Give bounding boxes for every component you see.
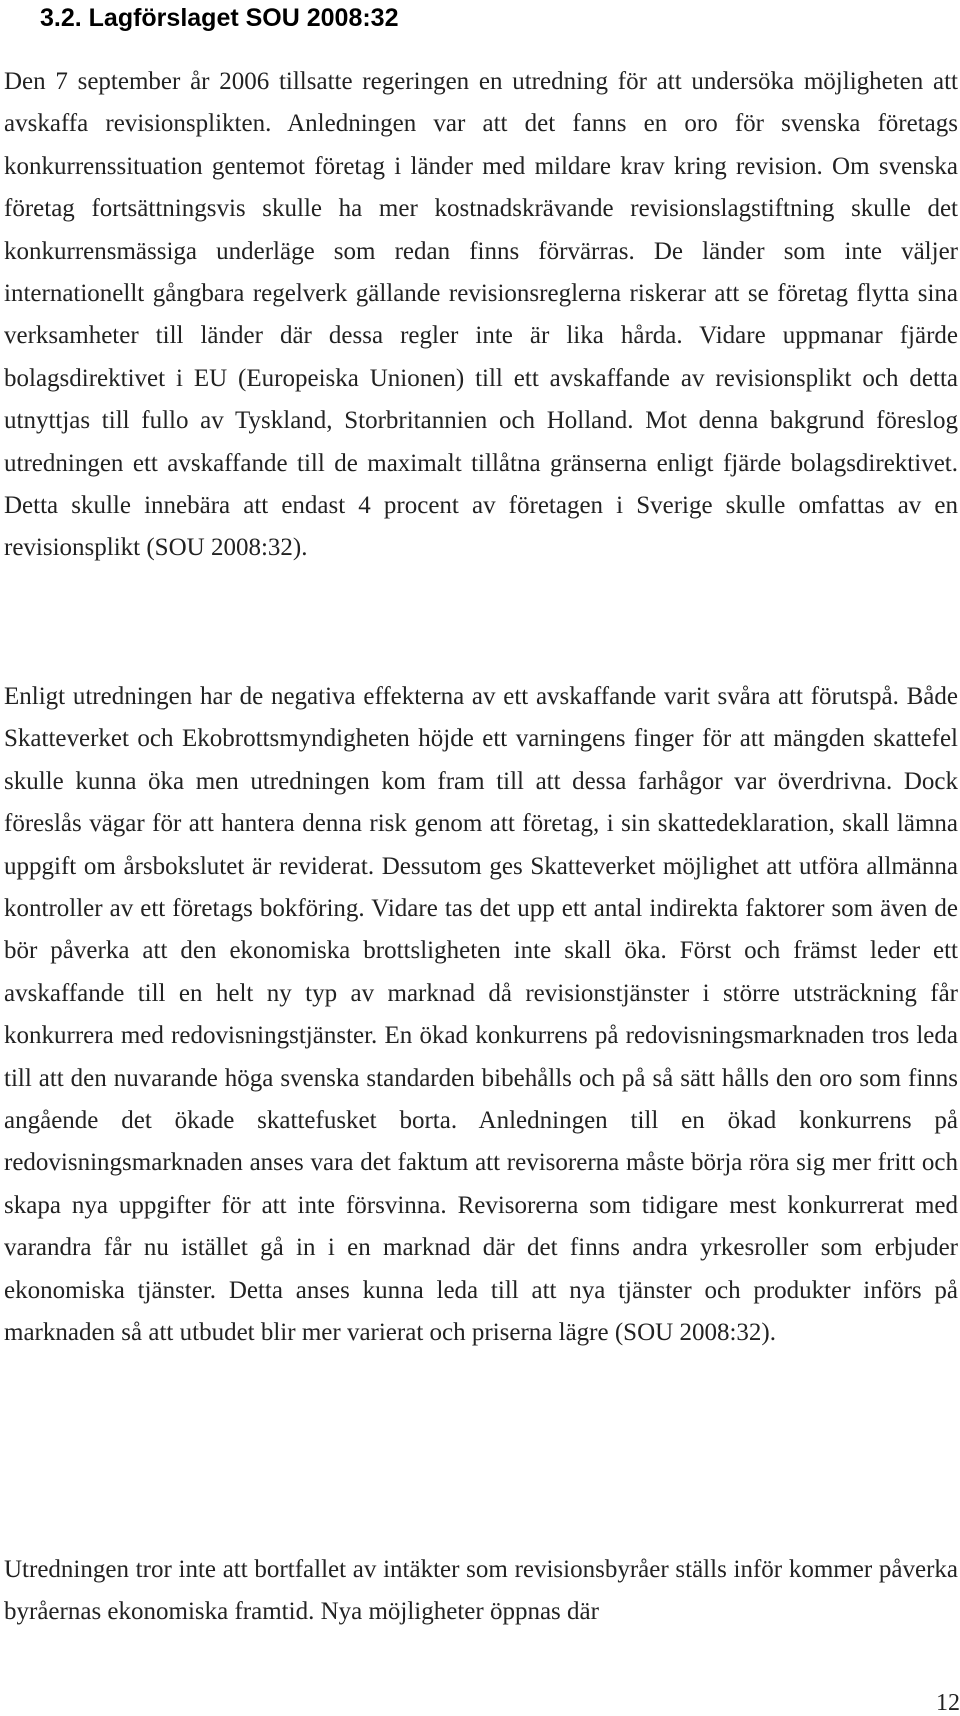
section-heading: 3.2. Lagförslaget SOU 2008:32 [40,4,399,32]
paragraph: Den 7 september år 2006 tillsatte regeringen en utredning för att undersöka möjligheten att avskaffa revisionsplikten. Anledningen var att det fanns en oro för svenska företags konkurrenssituation gentemot företag i länder med mildare krav kring revision. Om svenska företag fortsättningsvis skulle ha mer kostnadskrävande revisionslagstiftning skulle det konkurrensmässiga underläge som redan finns förvärras. De länder som inte väljer internationellt gångbara regelverk gällande revisionsreglerna riskerar att se företag flytta sina verksamheter till länder där dessa regler inte är lika hårda. Vidare uppmanar fjärde bolagsdirektivet i EU (Europeiska Unionen) till ett avskaffande av revisionsplikt och detta utnyttjas till fullo av Tyskland, Storbritannien och Holland. Mot denna bakgrund föreslog utredningen ett avskaffande till de maximalt tillåtna gränserna enligt fjärde bolagsdirektivet. Detta skulle innebära att endast 4 procent av företagen i Sverige skulle omfattas av en revisionsplikt (SOU 2008:32). [4,68,958,562]
paragraph: Enligt utredningen har de negativa effekterna av ett avskaffande varit svåra att förutspå. Både Skatteverket och Ekobrottsmyndigheten höjde ett varningens finger för att mängden skattefel skulle kunna öka men utredningen kom fram till att dessa farhågor var överdrivna. Dock föreslås vägar för att hantera denna risk genom att företag, i sin skattedeklaration, skall lämna uppgift om årsbokslutet är reviderat. Dessutom ges Skatteverket möjlighet att utföra allmänna kontroller av ett företags bokföring. Vidare tas det upp ett antal indirekta faktorer som även de bör påverka att den ekonomiska brottsligheten inte skall öka. Först och främst leder ett avskaffande till en helt ny typ av marknad då revisionstjänster i större utsträckning får konkurrera med redovisningstjänster. En ökad konkurrens på redovisningsmarknaden tros leda till att den nuvarande höga svenska standarden bibehålls och på så sätt hålls den oro som finns angående det ökade skattefusket borta. Anledningen till en ökad konkurrens på redovisningsmarknaden anses vara det faktum att revisorerna måste börja röra sig mer fritt och skapa nya uppgifter för att inte försvinna. Revisorerna som tidigare mest konkurrerat med varandra får nu istället gå in i en marknad där det finns andra yrkesroller som erbjuder ekonomiska tjänster. Detta anses kunna leda till att nya tjänster och produkter införs på marknaden så att utbudet blir mer varierat och priserna lägre (SOU 2008:32). [4,683,958,1347]
page-number: 12 [936,1690,960,1716]
paragraph: Utredningen tror inte att bortfallet av intäkter som revisionsbyråer ställs inför kommer påverka byråernas ekonomiska framtid. Nya möjligheter öppnas där [4,1556,958,1626]
